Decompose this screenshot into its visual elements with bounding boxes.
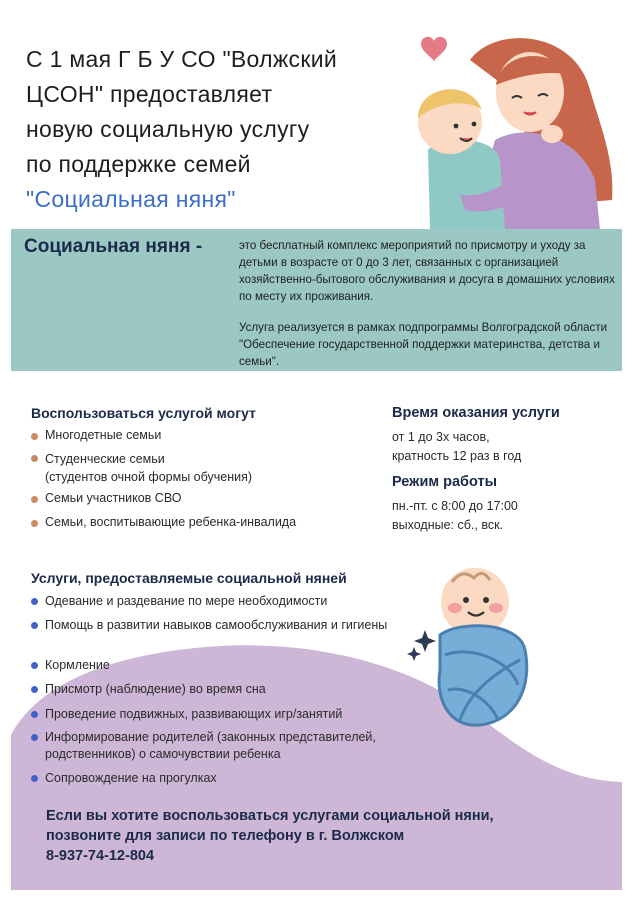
bullet-icon	[31, 496, 38, 503]
list-item	[31, 515, 361, 537]
band-description	[239, 237, 617, 384]
bullet-icon	[31, 662, 38, 669]
heart-icon	[421, 37, 447, 62]
list-item	[31, 428, 361, 450]
list-item-text: Присмотр (наблюдение) во время сна	[45, 682, 266, 696]
list-item-text: Семьи участников СВО	[45, 491, 182, 505]
list-item-text: Семьи, воспитывающие ребенка-инвалида	[45, 515, 297, 529]
bullet-icon	[31, 686, 38, 693]
service-name: "Социальная няня"	[26, 186, 236, 212]
headline-line: по поддержке семей	[26, 151, 251, 177]
list-item	[31, 706, 391, 729]
list-item	[31, 681, 391, 706]
bullet-icon	[31, 711, 38, 718]
headline-line: новую социальную услугу	[26, 116, 310, 142]
time-title: Время оказания услуги	[392, 405, 560, 421]
list-item-text: Помощь в развитии навыков самообслуживания и гигиены	[45, 618, 388, 632]
bullet-icon	[31, 622, 38, 629]
sparkle-icon	[407, 630, 436, 661]
list-item-text: Кормление	[45, 658, 110, 672]
bullet-icon	[31, 775, 38, 782]
bullet-icon	[31, 455, 38, 462]
list-item	[31, 593, 391, 617]
bullet-icon	[31, 520, 38, 527]
list-item-text: Одевание и раздевание по мере необходимости	[45, 594, 328, 608]
baby-illustration	[400, 560, 560, 750]
list-item-text: Сопровождение на прогулках	[45, 771, 217, 785]
contact-block	[46, 806, 566, 866]
schedule-details	[392, 497, 518, 535]
bullet-icon	[31, 598, 38, 605]
list-item	[31, 617, 391, 657]
bullet-icon	[31, 734, 38, 741]
band-title: Социальная няня -	[24, 236, 203, 257]
list-item-text: Студенческие семьи (студентов очной формы обучения)	[45, 452, 253, 484]
eligible-title: Воспользоваться услугой могут	[31, 405, 256, 421]
list-item	[31, 770, 391, 790]
headline-line: С 1 мая Г Б У СО "Волжский	[26, 46, 337, 72]
services-list	[31, 593, 391, 790]
time-line: кратность 12 раз в год	[392, 449, 522, 463]
schedule-line: выходные: сб., вск.	[392, 518, 504, 532]
band-description-text: это бесплатный комплекс мероприятий по присмотру и уходу за детьми в возрасте от 0 до 3 лет, связанных с организацией хозяйственно-бытового обслуживания и досуга в домашних условиях по месту их проживания.	[239, 239, 615, 303]
time-line: от 1 до 3х часов,	[392, 430, 490, 444]
headline-line: ЦСОН" предоставляет	[26, 81, 273, 107]
contact-line: Если вы хотите воспользоваться услугами социальной няни,	[46, 808, 494, 824]
bullet-icon	[31, 433, 38, 440]
list-item	[31, 729, 391, 770]
contact-phone[interactable]: 8-937-74-12-804	[46, 848, 155, 864]
band-program-note: Услуга реализуется в рамках подпрограммы Волгоградской области "Обеспечение государственной поддержки материнства, детства и семьи".	[239, 321, 608, 368]
contact-line: позвоните для записи по телефону в г. Волжском	[46, 828, 405, 844]
list-item-text: Проведение подвижных, развивающих игр/занятий	[45, 707, 343, 721]
mother-child-illustration	[400, 30, 622, 230]
schedule-title: Режим работы	[392, 474, 497, 490]
list-item	[31, 491, 361, 515]
list-item-text: Многодетные семьи	[45, 428, 162, 442]
schedule-line: пн.-пт. с 8:00 до 17:00	[392, 499, 518, 513]
list-item	[31, 657, 391, 681]
services-title: Услуги, предоставляемые социальной няней	[31, 570, 347, 586]
time-details	[392, 428, 521, 466]
list-item	[31, 450, 361, 491]
headline	[26, 42, 396, 217]
eligible-list	[31, 428, 361, 537]
list-item-text: Информирование родителей (законных представителей, родственников) о самочувствии ребенка	[45, 730, 376, 761]
